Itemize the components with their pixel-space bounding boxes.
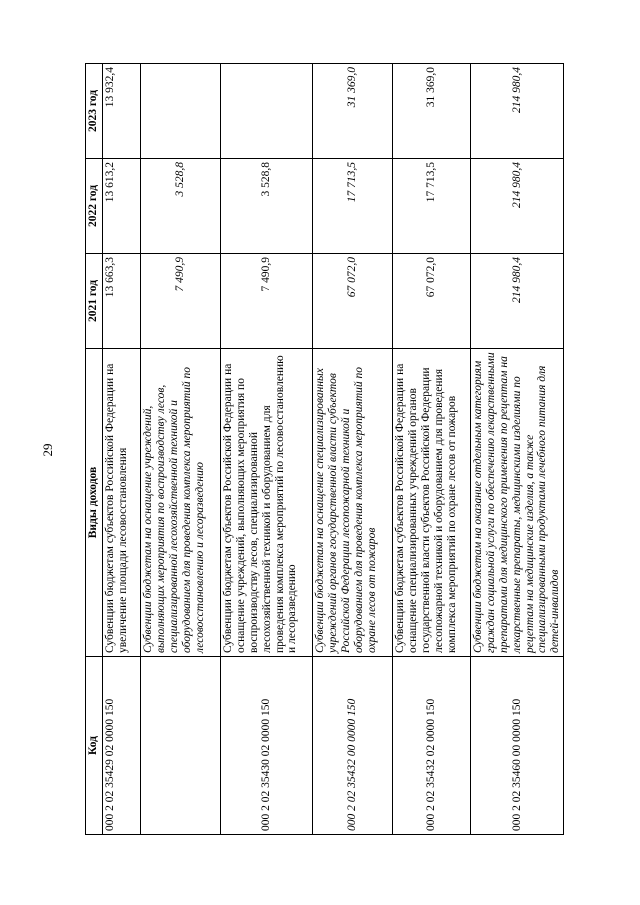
row-2023: 31 369,0 — [393, 64, 471, 159]
row-2021: 214 980,4 — [471, 254, 564, 349]
header-desc: Виды доходов — [86, 349, 103, 657]
table-row — [141, 64, 221, 835]
header-code: Код — [86, 657, 103, 835]
header-2022: 2022 год — [86, 159, 103, 254]
row-desc: Субвенции бюджетам на оснащение учреждений, выполняющих мероприятия по воспроизводству лесов, специализированной лесохозяйственной техникой и оборудованием для проведения комплекса мероприятий по лесовосстановлению и лесоразведению — [141, 349, 221, 657]
row-2022: 3 528,8 — [141, 159, 221, 254]
row-2022: 17 713,5 — [313, 159, 393, 254]
row-2023 — [141, 64, 221, 159]
row-2022: 214 980,4 — [471, 159, 564, 254]
row-code: 000 2 02 35460 00 0000 150 — [471, 657, 564, 835]
row-2022: 3 528,8 — [221, 159, 313, 254]
row-2023: 31 369,0 — [313, 64, 393, 159]
row-2021: 67 072,0 — [393, 254, 471, 349]
row-desc: Субвенции бюджетам на оказание отдельным категориям граждан социальной услуги по обеспечению лекарственными препаратами для медицинского применения по рецептам на лекарственные препараты, медицинскими изделиями по рецептам на медицинские изделия, а также специализированными продуктами лечебного питания для детей-инвалидов — [471, 349, 564, 657]
row-code: 000 2 02 35429 02 0000 150 — [103, 657, 141, 835]
table-row — [313, 64, 393, 835]
page-number: 29 — [40, 443, 55, 457]
row-2021: 7 490,9 — [221, 254, 313, 349]
row-2023: 13 932,4 — [103, 64, 141, 159]
table-row — [103, 64, 141, 835]
row-2022: 13 613,2 — [103, 159, 141, 254]
table-header-row — [86, 64, 103, 835]
row-desc: Субвенции бюджетам субъектов Российской Федерации на оснащение учреждений, выполняющих мероприятия по воспроизводству лесов, специализированной лесохозяйственной техникой и оборудованием для проведения комплекса мероприятий по лесовосстановлению и лесоразведению — [221, 349, 313, 657]
row-desc: Субвенции бюджетам субъектов Российской Федерации на увеличение площади лесовосстановления — [103, 349, 141, 657]
row-code: 000 2 02 35430 02 0000 150 — [221, 657, 313, 835]
table-row — [221, 64, 313, 835]
row-2022: 17 713,5 — [393, 159, 471, 254]
row-2023: 214 980,4 — [471, 64, 564, 159]
row-2021: 13 663,3 — [103, 254, 141, 349]
table-row — [393, 64, 471, 835]
header-2023: 2023 год — [86, 64, 103, 159]
row-code: 000 2 02 35432 02 0000 150 — [393, 657, 471, 835]
row-2021: 7 490,9 — [141, 254, 221, 349]
row-2023 — [221, 64, 313, 159]
row-desc: Субвенции бюджетам субъектов Российской Федерации на оснащение специализированных учреждений органов государственной власти субъектов Российской Федерации лесопожарной техникой и оборудованием для проведения комплекса мероприятий по охране лесов от пожаров — [393, 349, 471, 657]
header-2021: 2021 год — [86, 254, 103, 349]
row-code: 000 2 02 35432 00 0000 150 — [313, 657, 393, 835]
row-desc: Субвенции бюджетам на оснащение специализированных учреждений органов государственной власти субъектов Российской Федерации лесопожарной техникой и оборудованием для проведения комплекса мероприятий по охране лесов от пожаров — [313, 349, 393, 657]
table-row — [471, 64, 564, 835]
row-2021: 67 072,0 — [313, 254, 393, 349]
revenue-table-container — [85, 65, 562, 835]
revenue-table — [85, 63, 564, 835]
row-code — [141, 657, 221, 835]
